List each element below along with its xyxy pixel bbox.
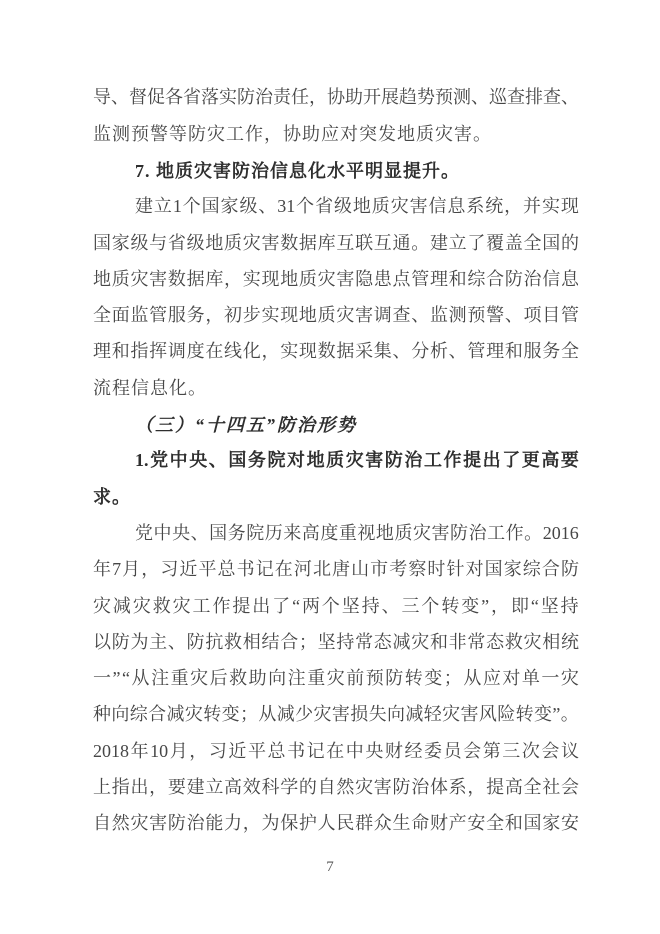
body-line: 以 防 为 主 、 防 抗 救 相 结 合 ； 坚 持 常 态 减 灾 和 非 常 态 救 灾 相 统 <box>93 631 579 652</box>
body-line: 建 立 1 个 国 家 级 、 31 个 省 级 地 质 灾 害 信 息 系 统 ， 并 实 现 <box>135 196 579 217</box>
body-line: 年 7 月 ， 习 近 平 总 书 记 在 河 北 唐 山 市 考 察 时 针 对 国 家 综 合 防 <box>93 559 579 580</box>
heading-item-1: 1. 党 中 央 、 国 务 院 对 地 质 灾 害 防 治 工 作 提 出 了 更 高 要 <box>135 450 579 471</box>
body-line: 灾 减 灾 救 灾 工 作 提 出 了 “ 两 个 坚 持 、 三 个 转 变 ” ， 即 “ 坚 持 <box>93 595 579 616</box>
page-number: 7 <box>326 859 334 875</box>
body-line: 自 然 灾 害 防 治 能 力 ， 为 保 护 人 民 群 众 生 命 财 产 安 全 和 国 家 安 <box>93 813 579 834</box>
heading-item-1-cont: 求。 <box>93 487 131 508</box>
body-line: 上 指 出 ， 要 建 立 高 效 科 学 的 自 然 灾 害 防 治 体 系 ， 提 高 全 社 会 <box>93 776 579 797</box>
text-column <box>93 80 579 842</box>
body-line: 种 向 综 合 减 灾 转 变 ； 从 减 少 灾 害 损 失 向 减 轻 灾 害 风 险 转 变 ” 。 <box>93 704 579 725</box>
body-line: 党 中 央 、 国 务 院 历 来 高 度 重 视 地 质 灾 害 防 治 工 作 。 2016 <box>135 522 579 543</box>
section-heading-3: （三）“十四五”防治形势 <box>135 414 357 435</box>
body-line: 2018 年 10 月 ， 习 近 平 总 书 记 在 中 央 财 经 委 员 会 第 三 次 会 议 <box>93 740 579 761</box>
body-line: 监测预警等防灾工作，协助应对突发地质灾害。 <box>93 124 492 145</box>
body-line: 地 质 灾 害 数 据 库 ， 实 现 地 质 灾 害 隐 患 点 管 理 和 综 合 防 治 信 息 <box>93 268 579 289</box>
body-line: 国 家 级 与 省 级 地 质 灾 害 数 据 库 互 联 互 通 。 建 立 了 覆 盖 全 国 的 <box>93 232 579 253</box>
heading-item-7: 7. 地质灾害防治信息化水平明显提升。 <box>135 160 460 181</box>
body-line: 一 ” “ 从 注 重 灾 后 救 助 向 注 重 灾 前 预 防 转 变 ； 从 应 对 单 一 灾 <box>93 668 579 689</box>
body-line: 导 、 督 促 各 省 落 实 防 治 责 任 ， 协 助 开 展 趋 势 预 测 、 巡 查 排 查 、 <box>93 87 579 108</box>
body-line: 理 和 指 挥 调 度 在 线 化 ， 实 现 数 据 采 集 、 分 析 、 管 理 和 服 务 全 <box>93 341 579 362</box>
body-line: 全 面 监 管 服 务 ， 初 步 实 现 地 质 灾 害 调 查 、 监 测 预 警 、 项 目 管 <box>93 305 579 326</box>
body-line: 流程信息化。 <box>93 378 207 399</box>
